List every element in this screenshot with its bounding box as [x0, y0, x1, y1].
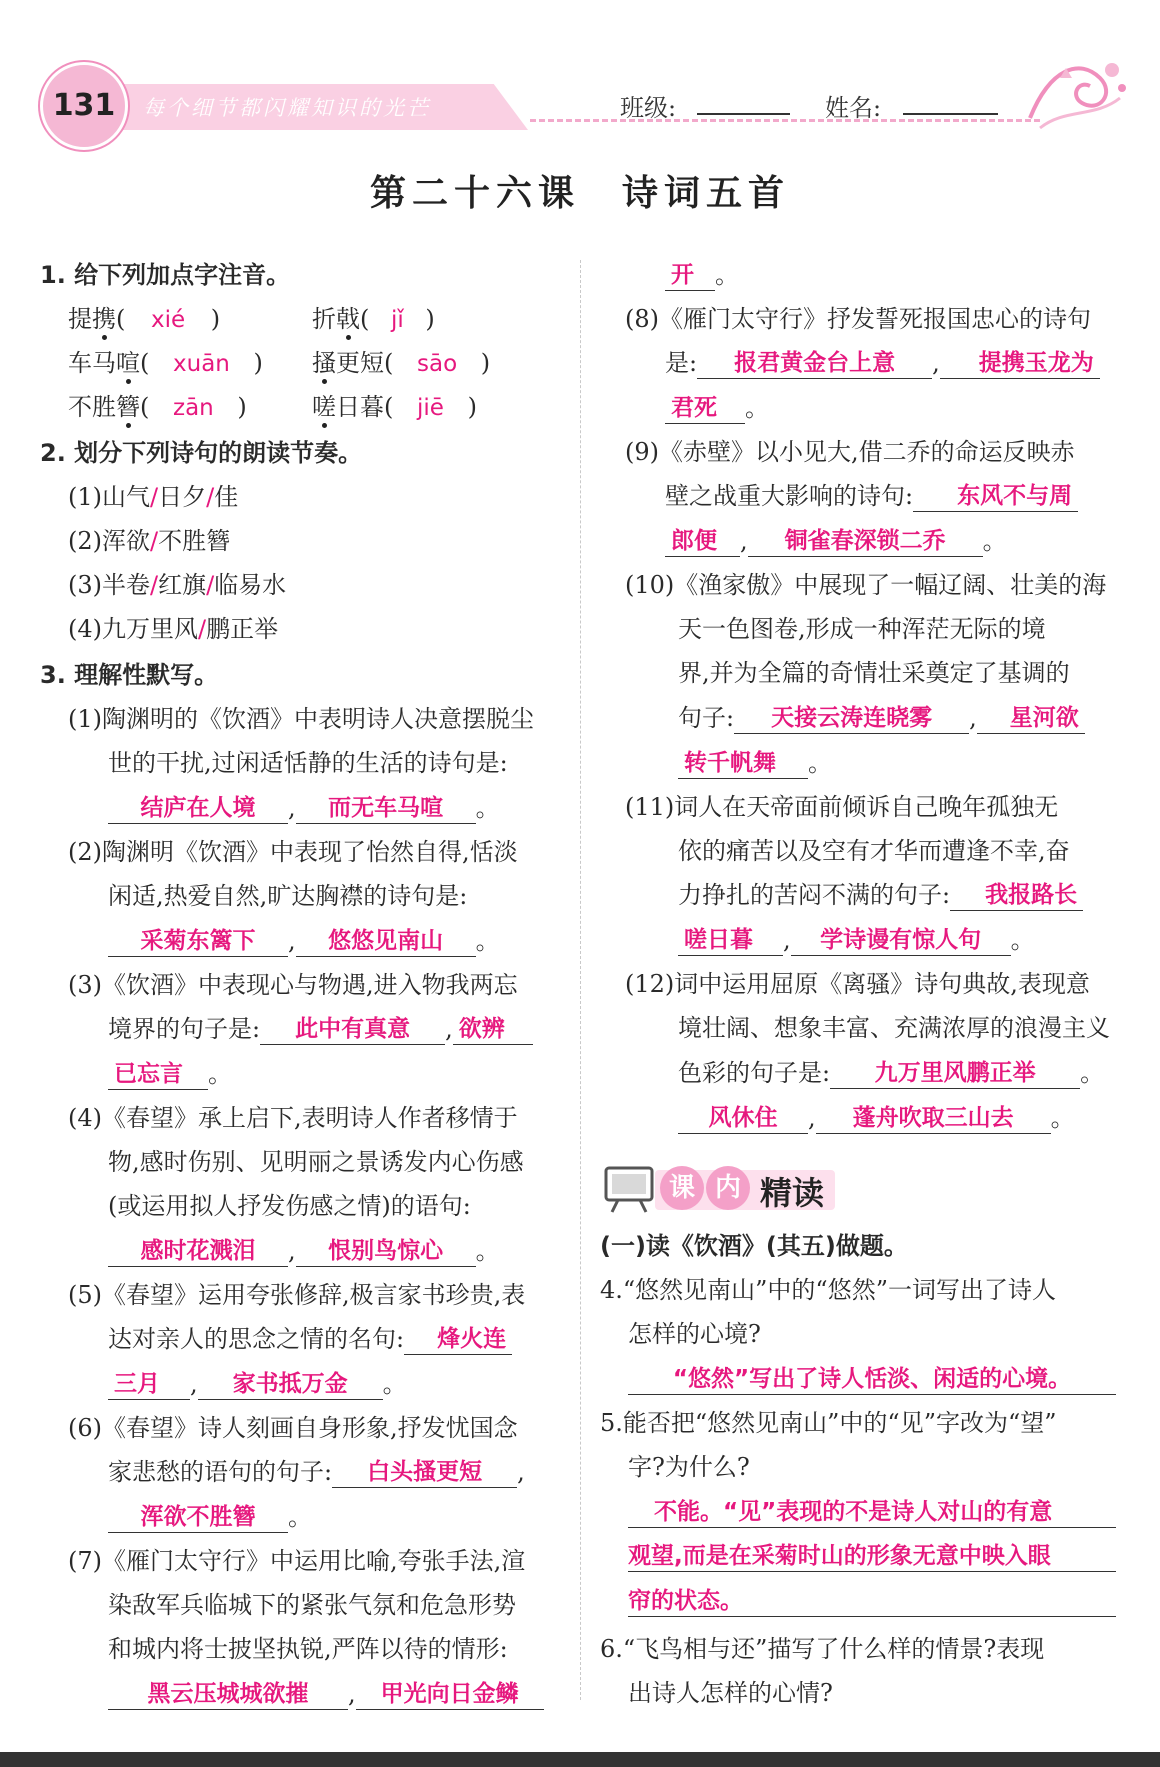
header-dashed-line — [530, 119, 1040, 122]
q2-item-4: (4)九万里风/鹏正举 — [68, 615, 279, 643]
q3-3-line3: 已忘言 。 — [108, 1058, 232, 1090]
q3-2-answer: 采菊东篱下 , 悠悠见南山 。 — [108, 925, 500, 957]
q3-10-line4: 句子: 天接云涛连晓雾 , 星河欲 — [678, 702, 1085, 734]
q3-12-line2: 境壮阔、想象丰富、充满浓厚的浪漫主义 — [678, 1014, 1110, 1042]
q3-9-line3: 郎便 , 铜雀春深锁二乔 。 — [665, 525, 1007, 557]
q1-item-6: 嗟日暮( jiē ) — [312, 393, 477, 421]
q3-9-line1: (9)《赤壁》以小见大,借二乔的命运反映赤 — [625, 438, 1075, 466]
q3-7-line2: 染敌军兵临城下的紧张气氛和危急形势 — [108, 1591, 516, 1619]
q3-6-line1: (6)《春望》诗人刻画自身形象,抒发忧国念 — [68, 1414, 518, 1442]
reading-part-title: (一)读《饮酒》(其五)做题。 — [600, 1232, 908, 1260]
slogan: 每个细节都闪耀知识的光芒 — [143, 96, 431, 120]
q3-6-line3: 浑欲不胜簪 。 — [108, 1501, 312, 1533]
q3-11-line1: (11)词人在天帝面前倾诉自己晚年孤独无 — [625, 793, 1059, 821]
page-header — [0, 40, 1160, 140]
q5-answer-1: 不能。“见”表现的不是诗人对山的有意 — [628, 1496, 1116, 1528]
q3-5-line2: 达对亲人的思念之情的名句: 烽火连 — [108, 1323, 512, 1355]
question-3-title: 3. 理解性默写。 — [40, 661, 219, 689]
q3-3-line1: (3)《饮酒》中表现心与物遇,进入物我两忘 — [68, 971, 518, 999]
page-number: 131 — [40, 62, 128, 150]
question-1-title: 1. 给下列加点字注音。 — [40, 261, 291, 289]
section-title: 精读 — [760, 1174, 825, 1212]
q3-5-line1: (5)《春望》运用夸张修辞,极言家书珍贵,表 — [68, 1281, 526, 1309]
q3-4-line1: (4)《春望》承上启下,表明诗人作者移情于 — [68, 1104, 518, 1132]
q3-2-line2: 闲适,热爱自然,旷达胸襟的诗句是: — [108, 882, 468, 910]
q3-1-answer: 结庐在人境 , 而无车马喧 。 — [108, 792, 500, 824]
q3-10-line3: 界,并为全篇的奇情壮采奠定了基调的 — [678, 659, 1070, 687]
class-label: 班级: — [620, 94, 677, 122]
name-blank[interactable] — [903, 113, 998, 115]
blackboard-icon — [600, 1162, 658, 1214]
q3-7-answer-end: 开 。 — [665, 259, 739, 291]
q3-7-answer: 黑云压城城欲摧 , 甲光向日金鳞 — [108, 1678, 544, 1710]
q3-5-line3: 三月 , 家书抵万金 。 — [108, 1368, 407, 1400]
q2-item-1: (1)山气/日夕/佳 — [68, 483, 239, 511]
q3-7-line1: (7)《雁门太守行》中运用比喻,夸张手法,渲 — [68, 1547, 526, 1575]
q3-11-line4: 嗟日暮 , 学诗谩有惊人句 。 — [678, 924, 1035, 956]
q3-11-line3: 力挣扎的苦闷不满的句子: 我报路长 — [678, 879, 1083, 911]
q3-11-line2: 依的痛苦以及空有才华而遭逢不幸,奋 — [678, 837, 1070, 865]
q2-item-3: (3)半卷/红旗/临易水 — [68, 571, 287, 599]
q3-2-line1: (2)陶渊明《饮酒》中表现了怡然自得,恬淡 — [68, 838, 518, 866]
q5-answer-3: 帘的状态。 — [628, 1585, 1116, 1617]
q3-12-line1: (12)词中运用屈原《离骚》诗句典故,表现意 — [625, 970, 1090, 998]
q3-3-line2: 境界的句子是: 此中有真意 , 欲辨 — [108, 1013, 533, 1045]
q5-answer-2: 观望,而是在采菊时山的形象无意中映入眼 — [628, 1540, 1116, 1572]
section-circle-2: 内 — [706, 1166, 750, 1210]
q3-1-line2: 世的干扰,过闲适恬静的生活的诗句是: — [108, 749, 508, 777]
question-2-title: 2. 划分下列诗句的朗读节奏。 — [40, 439, 363, 467]
q3-8-line2: 是: 报君黄金台上意 , 提携玉龙为 — [665, 347, 1100, 379]
q3-12-line3: 色彩的句子是: 九万里风鹏正举 。 — [678, 1059, 1105, 1087]
q3-4-answer: 感时花溅泪 , 恨别鸟惊心 。 — [108, 1235, 500, 1267]
q3-10-line5: 转千帆舞 。 — [678, 747, 832, 779]
bottom-bar — [0, 1752, 1160, 1767]
q5-line1: 5.能否把“悠然见南山”中的“见”字改为“望” — [600, 1409, 1057, 1437]
q6-line1: 6.“飞鸟相与还”描写了什么样的情景?表现 — [600, 1635, 1045, 1663]
q4-answer: “悠然”写出了诗人恬淡、闲适的心境。 — [628, 1363, 1116, 1395]
class-blank[interactable] — [697, 113, 790, 115]
q6-line2: 出诗人怎样的心情? — [628, 1679, 833, 1707]
q3-7-line3: 和城内将士披坚执锐,严阵以待的情形: — [108, 1635, 508, 1663]
q3-8-line3: 君死 。 — [665, 392, 769, 424]
q3-8-line1: (8)《雁门太守行》抒发誓死报国忠心的诗句 — [625, 305, 1091, 333]
section-header — [600, 1158, 860, 1218]
column-divider — [580, 260, 581, 1700]
lesson-title: 第二十六课 诗词五首 — [369, 173, 790, 214]
q3-9-line2: 壁之战重大影响的诗句: 东风不与周 — [665, 480, 1078, 512]
q1-item-1: 提携( xié ) — [68, 305, 221, 333]
q3-10-line2: 天一色图卷,形成一种浑茫无际的境 — [678, 615, 1046, 643]
q5-line2: 字?为什么? — [628, 1453, 750, 1481]
q4-line2: 怎样的心境? — [628, 1320, 761, 1348]
q1-item-5: 不胜簪( zān ) — [68, 393, 247, 421]
q1-item-2: 折戟( jǐ ) — [312, 305, 435, 333]
q3-4-line3: (或运用拟人抒发伤感之情)的语句: — [108, 1192, 471, 1220]
q3-4-line2: 物,感时伤别、见明丽之景诱发内心伤感 — [108, 1148, 524, 1176]
q2-item-2: (2)浑欲/不胜簪 — [68, 527, 231, 555]
q3-6-line2: 家悲愁的语句的句子: 白头搔更短 , — [108, 1458, 525, 1486]
q3-12-line4: 风休住 , 蓬舟吹取三山去 。 — [678, 1102, 1075, 1134]
q4-line1: 4.“悠然见南山”中的“悠然”一词写出了诗人 — [600, 1276, 1056, 1304]
section-circle-1: 课 — [660, 1166, 704, 1210]
q1-item-3: 车马喧( xuān ) — [68, 349, 263, 377]
q3-1-line1: (1)陶渊明的《饮酒》中表明诗人决意摆脱尘 — [68, 705, 534, 733]
name-label: 姓名: — [825, 94, 882, 122]
flourish-ornament-icon — [1020, 48, 1130, 138]
q1-item-4: 搔更短( sāo ) — [312, 349, 491, 377]
q3-10-line1: (10)《渔家傲》中展现了一幅辽阔、壮美的海 — [625, 571, 1107, 599]
